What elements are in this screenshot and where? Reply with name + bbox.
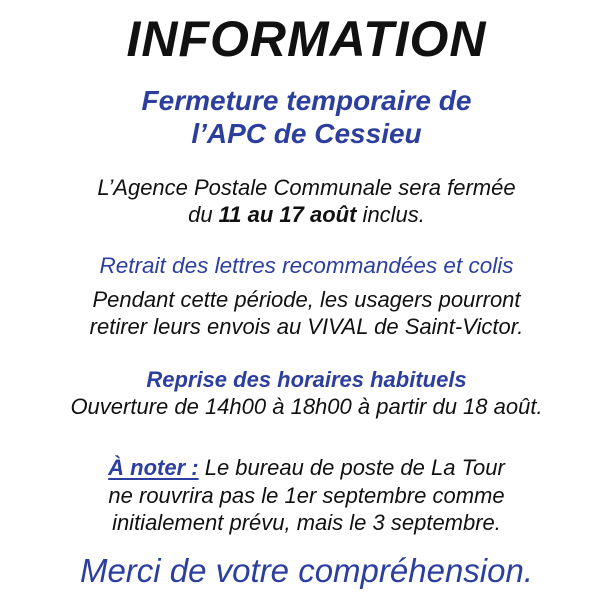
note-line-3: initialement prévu, mais le 3 septembre. (112, 510, 501, 535)
page-title: INFORMATION (126, 11, 487, 67)
withdrawal-line-1: Pendant cette période, les usagers pourront (92, 287, 521, 312)
hours-heading: Reprise des horaires habituels (146, 367, 467, 392)
notice-subtitle (0, 84, 613, 150)
withdrawal-heading: Retrait des lettres recommandées et colis (99, 253, 514, 278)
subtitle-line-1: Fermeture temporaire de (141, 85, 472, 116)
closure-suffix: inclus. (356, 202, 425, 227)
note-line-1-rest: Le bureau de poste de La Tour (198, 455, 505, 480)
hours-line-1: Ouverture de 14h00 à 18h00 à partir du 18 août. (70, 394, 543, 419)
note-label: À noter : (108, 455, 199, 480)
closing-message: Merci de votre compréhension. (79, 552, 534, 589)
closure-line-1: L’Agence Postale Communale sera fermée (97, 175, 516, 200)
note-line-1 (0, 454, 613, 481)
closure-prefix: du (188, 202, 219, 227)
withdrawal-line-2: retirer leurs envois au VIVAL de Saint-Victor. (89, 314, 524, 339)
note-line-2: ne rouvrira pas le 1er septembre comme (108, 483, 505, 508)
closure-line-2 (0, 201, 613, 228)
subtitle-line-2: l’APC de Cessieu (191, 118, 422, 149)
closure-dates: 11 au 17 août (218, 202, 357, 227)
